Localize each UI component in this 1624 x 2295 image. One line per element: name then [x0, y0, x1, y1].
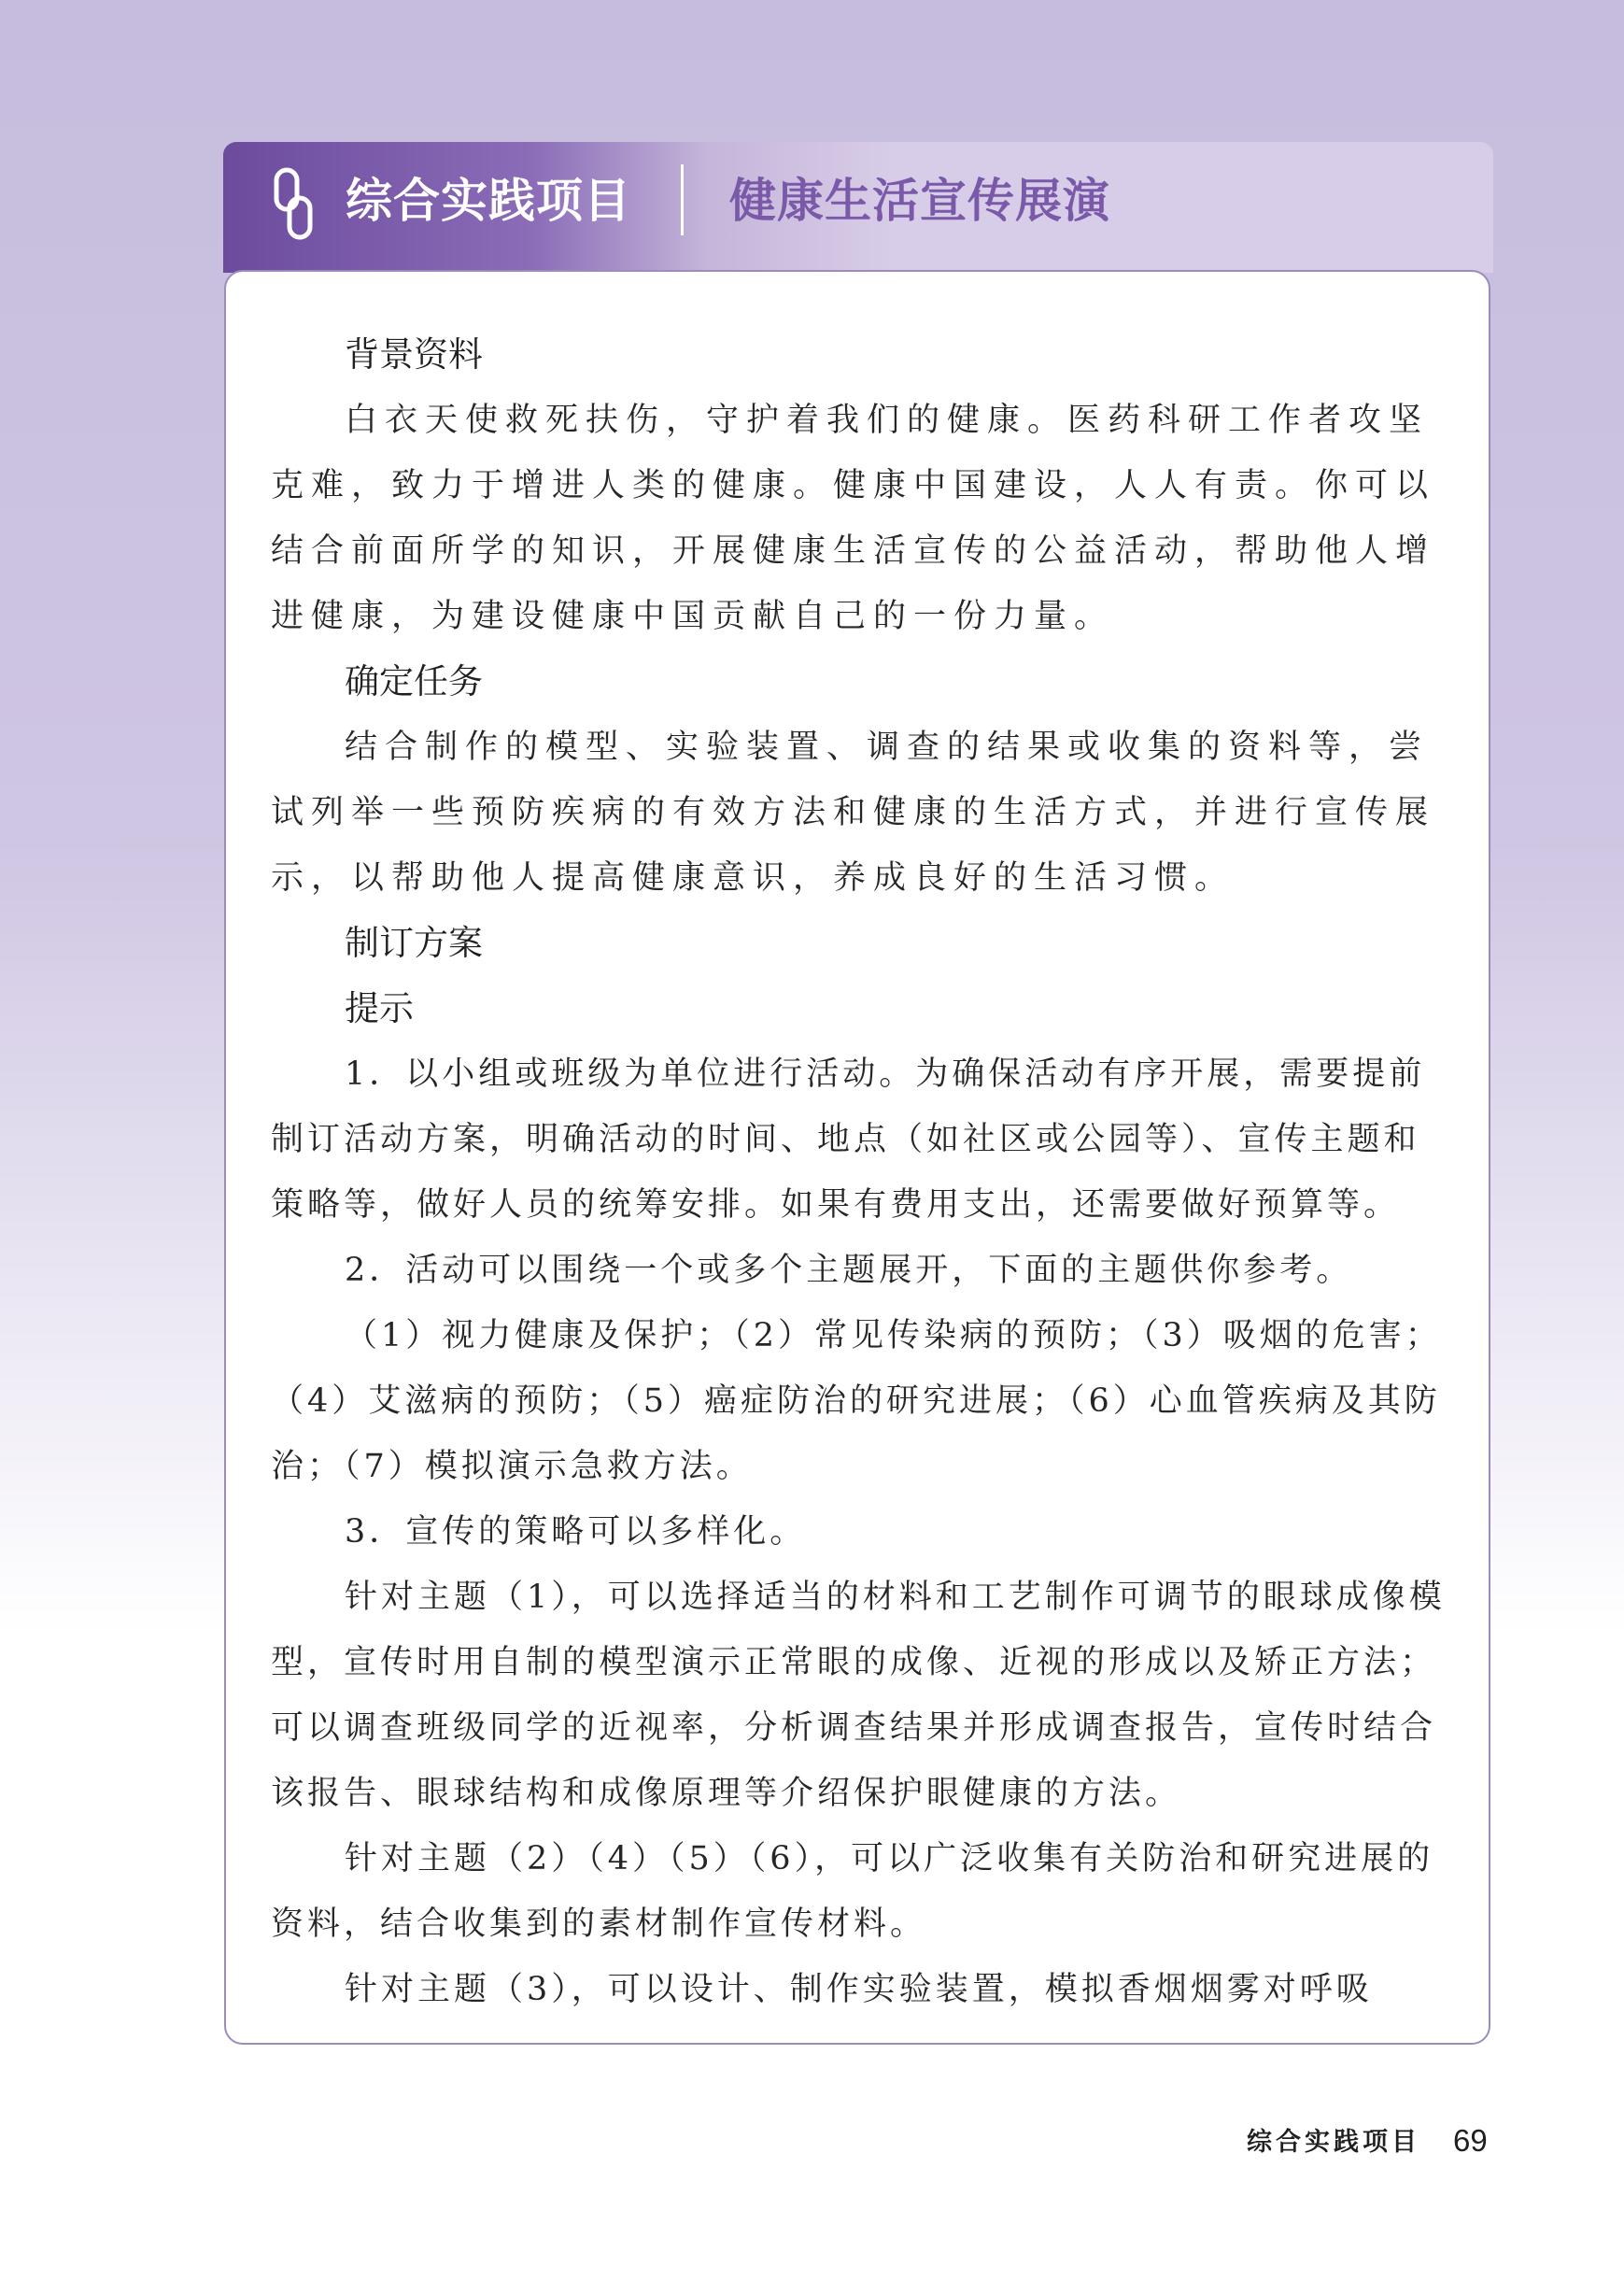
hint-item-2: 2．活动可以围绕一个或多个主题展开，下面的主题供你参考。 — [345, 1252, 1353, 1289]
topics-list: （1）视力健康及保护；（2）常见传染病的预防；（3）吸烟的危害；（4）艾滋病的预防；（5）癌症防治的研究进展；（6）心血管疾病及其防治；（7）模拟演示急救方法。 — [271, 1317, 1442, 1485]
content-body — [271, 322, 1449, 2022]
header-divider — [681, 164, 684, 235]
hint-heading: 提示 — [345, 988, 414, 1028]
chain-link-icon — [273, 166, 314, 241]
page-number: 69 — [1453, 2123, 1488, 2158]
strategy-paragraph-2: 针对主题（2）（4）（5）（6），可以广泛收集有关防治和研究进展的资料，结合收集到的素材制作宣传材料。 — [271, 1840, 1434, 1943]
footer-section-label: 综合实践项目 — [1247, 2128, 1420, 2157]
task-paragraph: 结合制作的模型、实验装置、调查的结果或收集的资料等，尝试列举一些预防疾病的有效方法和健康的生活方式，并进行宣传展示，以帮助他人提高健康意识，养成良好的生活习惯。 — [271, 729, 1436, 897]
project-title: 健康生活宣传展演 — [729, 174, 1110, 228]
plan-heading: 制订方案 — [345, 923, 483, 963]
section-label: 综合实践项目 — [346, 174, 631, 228]
background-heading: 背景资料 — [345, 334, 483, 375]
strategy-paragraph-3: 针对主题（3），可以设计、制作实验装置，模拟香烟烟雾对呼吸 — [345, 1971, 1373, 2008]
background-paragraph: 白衣天使救死扶伤，守护着我们的健康。医药科研工作者攻坚克难，致力于增进人类的健康。健康中国建设，人人有责。你可以结合前面所学的知识，开展健康生活宣传的公益活动，帮助他人增进健康，为建设健康中国贡献自己的一份力量。 — [271, 402, 1436, 635]
hint-item-3: 3．宣传的策略可以多样化。 — [345, 1513, 807, 1551]
task-heading: 确定任务 — [345, 661, 483, 701]
hint-item-1: 1．以小组或班级为单位进行活动。为确保活动有序开展，需要提前制订活动方案，明确活动的时间、地点（如社区或公园等）、宣传主题和策略等，做好人员的统筹安排。如果有费用支出，还需要做好预算等。 — [271, 1055, 1426, 1224]
strategy-paragraph-1: 针对主题（1），可以选择适当的材料和工艺制作可调节的眼球成像模型，宣传时用自制的模型演示正常眼的成像、近视的形成以及矫正方法；可以调查班级同学的近视率，分析调查结果并形成调查报告，宣传时结合该报告、眼球结构和成像原理等介绍保护眼健康的方法。 — [271, 1579, 1446, 1812]
